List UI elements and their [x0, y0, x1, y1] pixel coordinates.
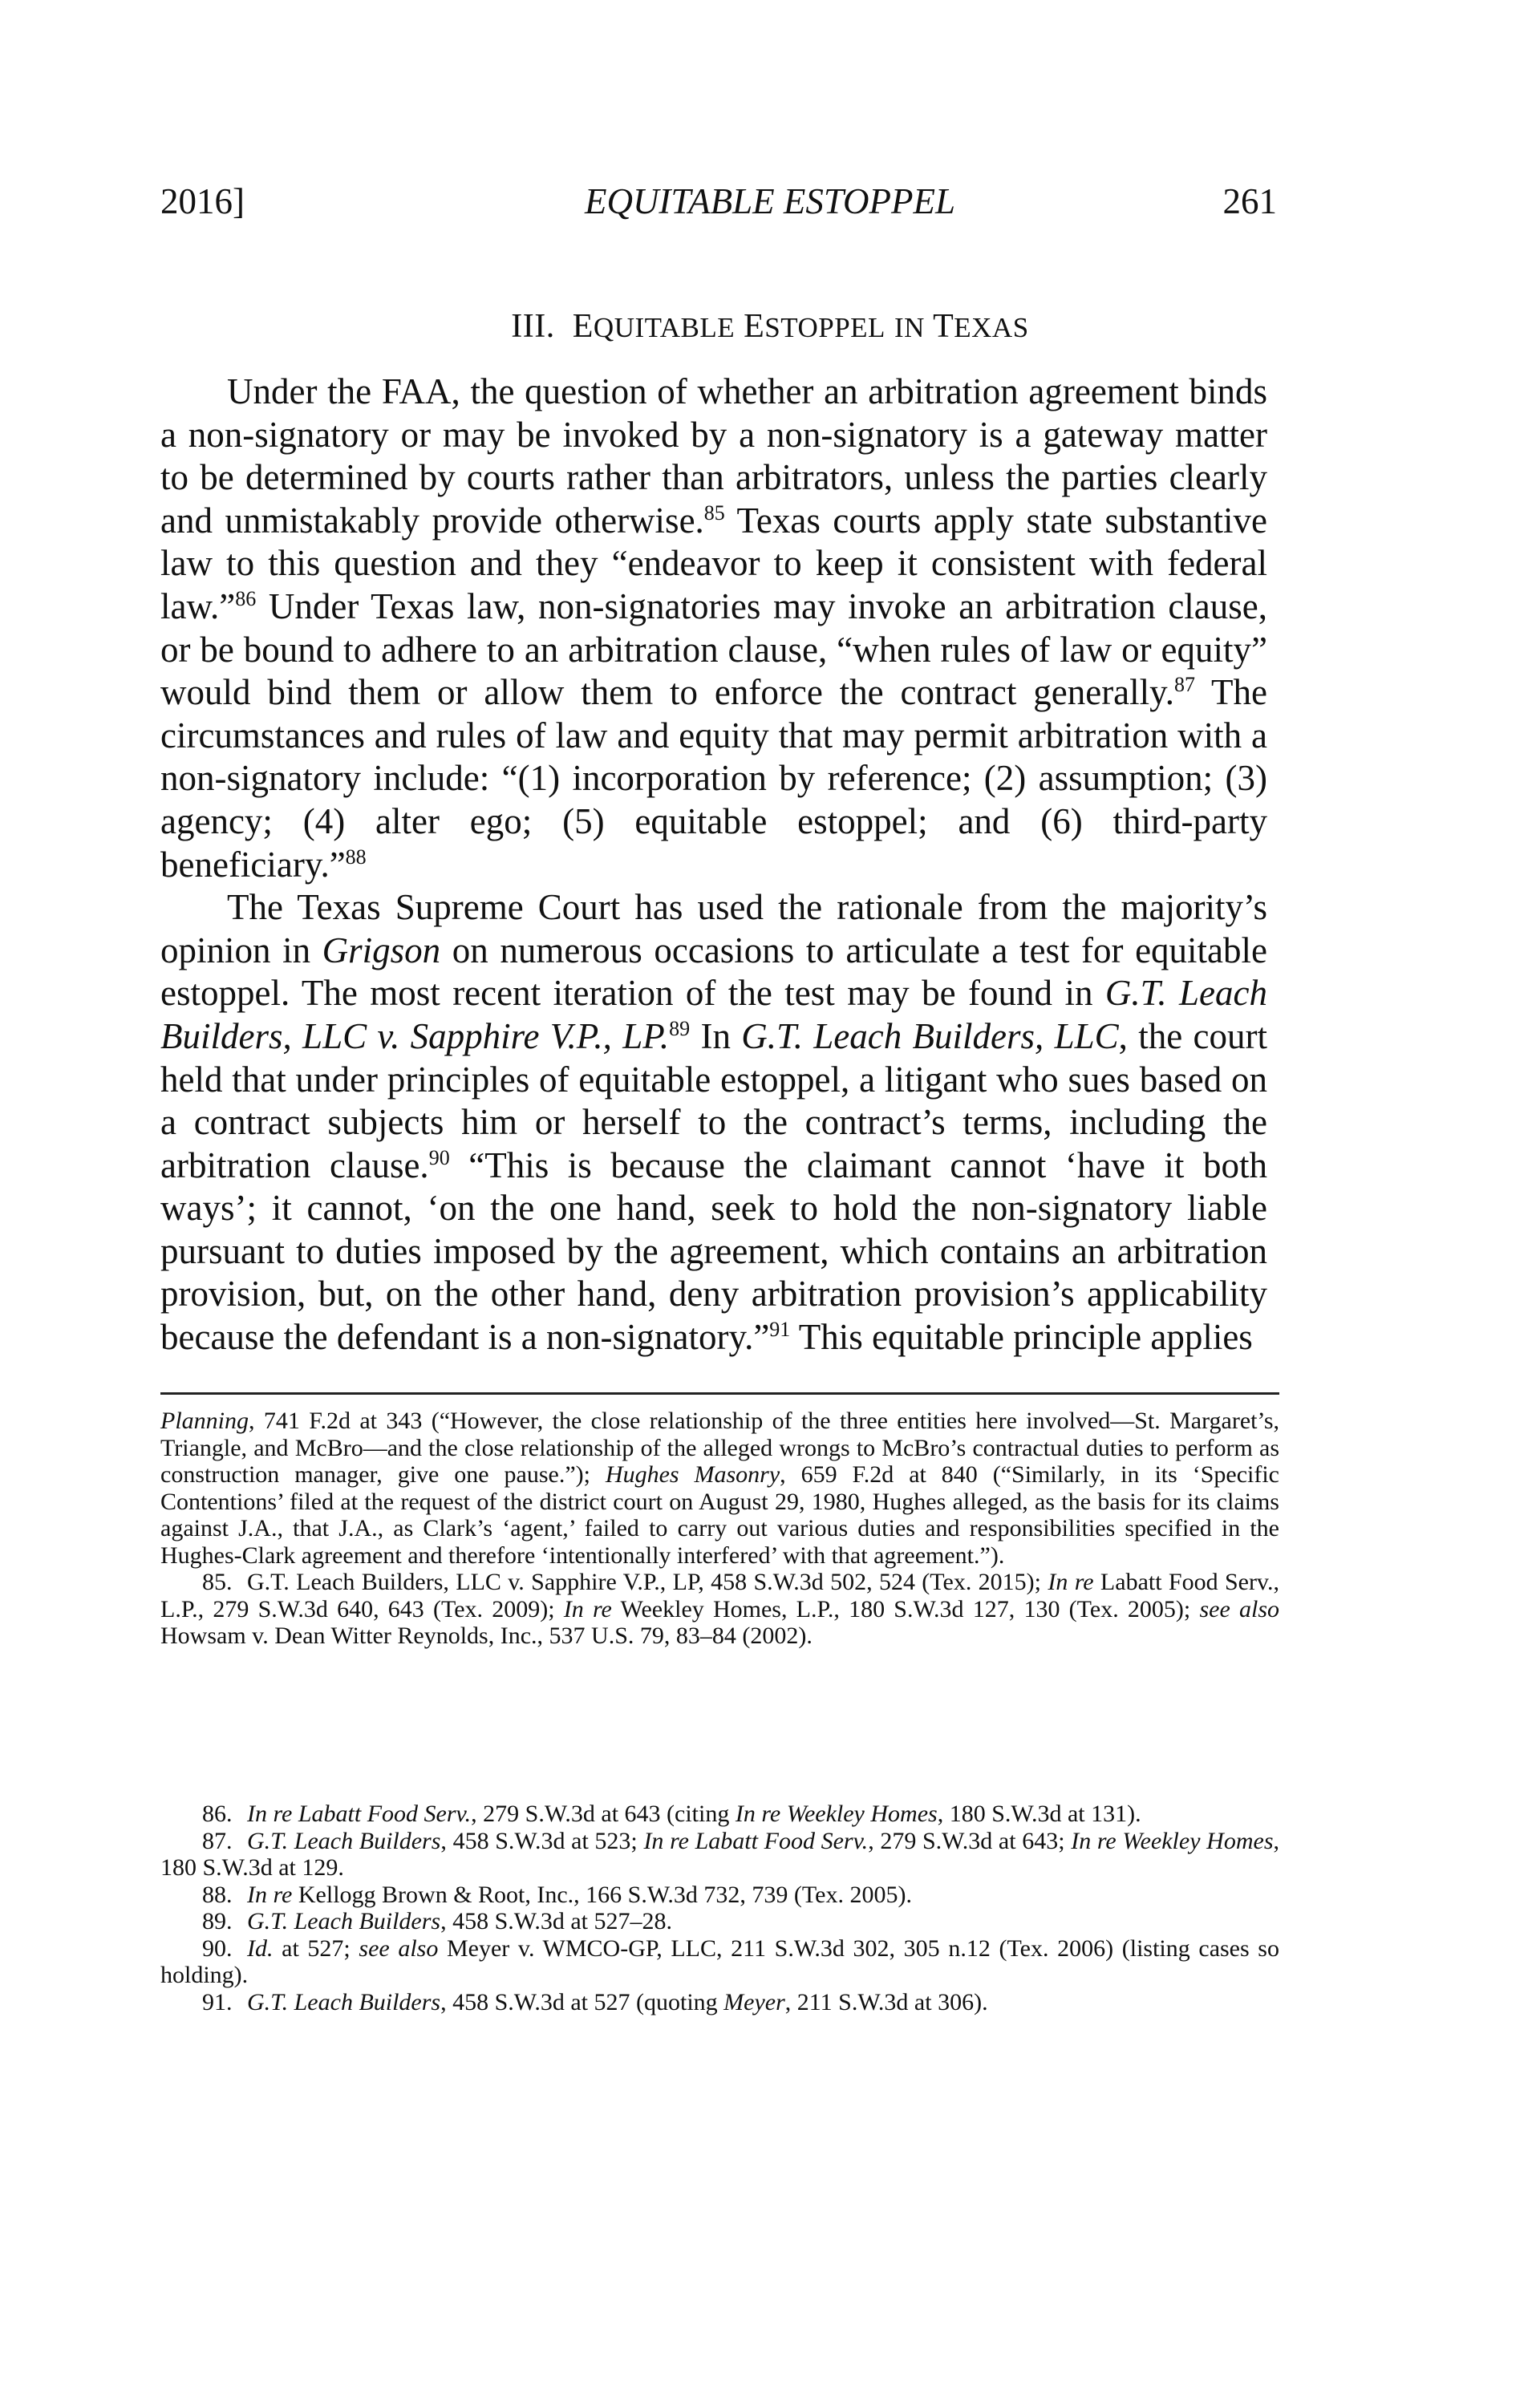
- footnote-ref-87[interactable]: 87: [1174, 673, 1195, 697]
- footnote-continued: Planning, 741 F.2d at 343 (“However, the close relationship of the three entities here involved—St. Margaret’s, Triangle, and McBro—and the close relationship of the alleged wrongs to McBro’s contractual duties to perform as construction manager, give one pause.”); Hughes Masonry, 659 F.2d at 840 (“Similarly, in its ‘Specific Contentions’ filed at the request of the district court on August 29, 1980, Hughes alleged, as the basis for its claims against J.A., that J.A., as Clark’s ‘agent,’ failed to carry out various duties and responsibilities specified in the Hughes-Clark agreement and therefore ‘intentionally interfered’ with that agreement.”).: [160, 1408, 1279, 1569]
- section-heading: III. EQUITABLE ESTOPPEL IN TEXAS: [511, 308, 1029, 345]
- footnotes: [160, 1408, 1279, 1650]
- header-year: 2016]: [160, 181, 245, 221]
- paragraph-2: The Texas Supreme Court has used the rationale from the majority’s opinion in Grigson on numerous occasions to articulate a test for equitable estoppel. The most recent iteration of the test may be found in G.T. Leach Builders, LLC v. Sapphire V.P., LP.$^{89}$ In G.T. Leach Builders, LLC, the court held that under principles of equitable estoppel, a litigant who sues based on a contract subjects him or herself to the contract’s terms, including the arbitration clause.$^{90}$ “This is because the claimant cannot ‘have it both ways’; it cannot, ‘on the one hand, seek to hold the non-signatory liable pursuant to duties imposed by the agreement, which contains an arbitration provision, but, on the other hand, deny arbitration provision’s applicability because the defendant is a non-signatory.”$^{91}$ This equitable principle applies: [160, 887, 1267, 1358]
- page-number: 261: [1222, 181, 1277, 221]
- footnote-ref-85[interactable]: 85: [703, 500, 725, 525]
- footnote-89: 89. G.T. Leach Builders, 458 S.W.3d at 527–28.: [202, 1908, 673, 1934]
- footnotes-lower: [160, 1801, 1279, 2015]
- footnote-ref-90[interactable]: 90: [428, 1145, 450, 1169]
- footnote-ref-91[interactable]: 91: [769, 1318, 791, 1342]
- footnote-divider: [160, 1392, 1279, 1395]
- footnote-ref-88[interactable]: 88: [345, 845, 367, 869]
- paragraph-1: Under the FAA, the question of whether an arbitration agreement binds a non-signatory or may be invoked by a non-signatory is a gateway matter to be determined by courts rather than arbitrators, unless the parties clearly and unmistakably provide otherwise.$^{85}$ Texas courts apply state substantive law to this question and they “endeavor to keep it consistent with federal law.”$^{86}$ Under Texas law, non-signatories may invoke an arbitration clause, or be bound to adhere to an arbitration clause, “when rules of law or equity” would bind them or allow them to enforce the contract generally.$^{87}$ The circumstances and rules of law and equity that may permit arbitration with a non-signatory include: “(1) incorporation by reference; (2) assumption; (3) agency; (4) alter ego; (5) equitable estoppel; and (6) third-party beneficiary.”$^{88}$: [160, 371, 1268, 885]
- footnote-90: 90. Id. at 527; see also Meyer v. WMCO-GP, LLC, 211 S.W.3d 302, 305 n.12 (Tex. 2006) (listing cases so holding).: [160, 1934, 1279, 1988]
- footnote-ref-89[interactable]: 89: [669, 1016, 691, 1040]
- footnote-91: 91. G.T. Leach Builders, 458 S.W.3d at 527 (quoting Meyer, 211 S.W.3d at 306).: [202, 1988, 988, 2015]
- footnote-85: 85. G.T. Leach Builders, LLC v. Sapphire V.P., LP, 458 S.W.3d 502, 524 (Tex. 2015); In re Labatt Food Serv., L.P., 279 S.W.3d 640, 643 (Tex. 2009); In re Weekley Homes, L.P., 180 S.W.3d 127, 130 (Tex. 2005); see also Howsam v. Dean Witter Reynolds, Inc., 537 U.S. 79, 83–84 (2002).: [160, 1569, 1279, 1649]
- body-text: [160, 371, 1267, 1359]
- section-numeral: III.: [511, 308, 555, 345]
- footnote-ref-86[interactable]: 86: [235, 586, 257, 610]
- running-title: EQUITABLE ESTOPPEL: [584, 181, 956, 221]
- footnote-88: 88. In re Kellogg Brown & Root, Inc., 166 S.W.3d 732, 739 (Tex. 2005).: [202, 1881, 912, 1908]
- footnote-87: 87. G.T. Leach Builders, 458 S.W.3d at 523; In re Labatt Food Serv., 279 S.W.3d at 643; In re Weekley Homes, 180 S.W.3d at 129.: [160, 1827, 1280, 1881]
- footnote-86: 86. In re Labatt Food Serv., 279 S.W.3d at 643 (citing In re Weekley Homes, 180 S.W.3d at 131).: [202, 1801, 1141, 1827]
